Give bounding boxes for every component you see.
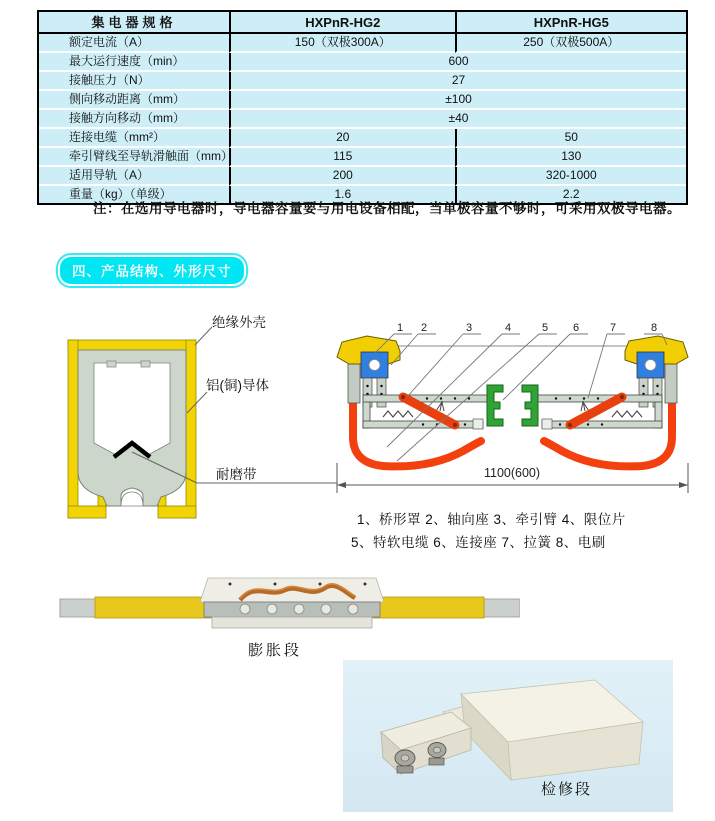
col-header-hg5: HXPnR-HG5 bbox=[455, 12, 686, 34]
part-numbers bbox=[397, 322, 657, 334]
spring-mark bbox=[436, 401, 444, 411]
spec-value: 600 bbox=[229, 53, 686, 72]
dimension-arrow-right bbox=[679, 482, 688, 488]
spec-value: 150（双极300A） bbox=[229, 34, 455, 53]
col-header-spec: 集电器规格 bbox=[39, 12, 229, 34]
limit-piece-shape bbox=[473, 419, 483, 429]
spec-label: 适用导轨（A） bbox=[39, 167, 229, 186]
table-row bbox=[39, 129, 686, 148]
spec-value: 1.6 bbox=[229, 186, 455, 203]
service-caption: 检修段 bbox=[541, 781, 593, 798]
spec-label: 侧向移动距离（mm） bbox=[39, 91, 229, 110]
parts-legend-line2: 5、特软电缆 6、连接座 7、拉簧 8、电刷 bbox=[351, 535, 606, 550]
spec-value: 130 bbox=[455, 148, 686, 167]
expansion-section-photo bbox=[40, 572, 520, 638]
table-row bbox=[39, 148, 686, 167]
spec-value: 115 bbox=[229, 148, 455, 167]
spec-value: 200 bbox=[229, 167, 455, 186]
spec-label: 牵引臂线至导轨滑触面（mm） bbox=[39, 148, 229, 167]
spec-value: 320-1000 bbox=[455, 167, 686, 186]
spec-label: 重量（kg）（单级） bbox=[39, 186, 229, 203]
conductor-shape bbox=[78, 350, 186, 506]
table-row bbox=[39, 167, 686, 186]
expansion-caption: 膨胀段 bbox=[247, 642, 302, 659]
part-number: 6 bbox=[572, 322, 580, 334]
collector-side-assembly-mirror bbox=[538, 336, 688, 466]
spec-value: 250（双极500A） bbox=[455, 34, 686, 53]
spec-label: 连接电缆（mm²） bbox=[39, 129, 229, 148]
parts-legend-line1: 1、桥形罩 2、轴向座 3、牵引臂 4、限位片 bbox=[357, 512, 626, 527]
service-unit-drawing bbox=[343, 660, 673, 812]
spec-value: ±40 bbox=[229, 110, 686, 129]
spec-value: 50 bbox=[455, 129, 686, 148]
note-text: 注：在选用导电器时，导电器容量要与用电设备相配，当单极容量不够时，可采用双极导电器。 bbox=[93, 201, 681, 216]
spec-value: ±100 bbox=[229, 91, 686, 110]
spec-table bbox=[37, 10, 688, 205]
section-title: 四、产品结构、外形尺寸 bbox=[58, 255, 246, 286]
part-number: 2 bbox=[420, 322, 428, 334]
part-number: 8 bbox=[650, 322, 658, 334]
table-header-row bbox=[39, 12, 686, 34]
dimension-label: 1100(600) bbox=[483, 466, 541, 480]
table-row bbox=[39, 110, 686, 129]
label-wear-band: 耐磨带 bbox=[216, 467, 257, 482]
yellow-rail-segment bbox=[372, 597, 484, 618]
col-header-hg2: HXPnR-HG2 bbox=[229, 12, 455, 34]
part-number: 5 bbox=[541, 322, 549, 334]
part-number: 4 bbox=[504, 322, 512, 334]
spec-value: 2.2 bbox=[455, 186, 686, 203]
part-number: 3 bbox=[465, 322, 473, 334]
part-number: 7 bbox=[609, 322, 617, 334]
dimension-arrow-left bbox=[337, 482, 346, 488]
label-conductor: 铝(铜)导体 bbox=[206, 378, 269, 393]
spec-label: 接触方向移动（mm） bbox=[39, 110, 229, 129]
spring-squiggle bbox=[383, 411, 413, 417]
part-number: 1 bbox=[396, 322, 404, 334]
label-insulating-shell: 绝缘外壳 bbox=[212, 315, 266, 330]
collector-assembly-diagram bbox=[335, 315, 691, 507]
table-row bbox=[39, 91, 686, 110]
spec-value: 20 bbox=[229, 129, 455, 148]
table-row bbox=[39, 53, 686, 72]
table-row bbox=[39, 72, 686, 91]
spec-value: 27 bbox=[229, 72, 686, 91]
spec-label: 接触压力（N） bbox=[39, 72, 229, 91]
table-row bbox=[39, 34, 686, 53]
spec-label: 额定电流（A） bbox=[39, 34, 229, 53]
spec-label: 最大运行速度（min） bbox=[39, 53, 229, 72]
soft-cable-shape bbox=[353, 401, 481, 466]
service-section-photo bbox=[343, 660, 673, 812]
